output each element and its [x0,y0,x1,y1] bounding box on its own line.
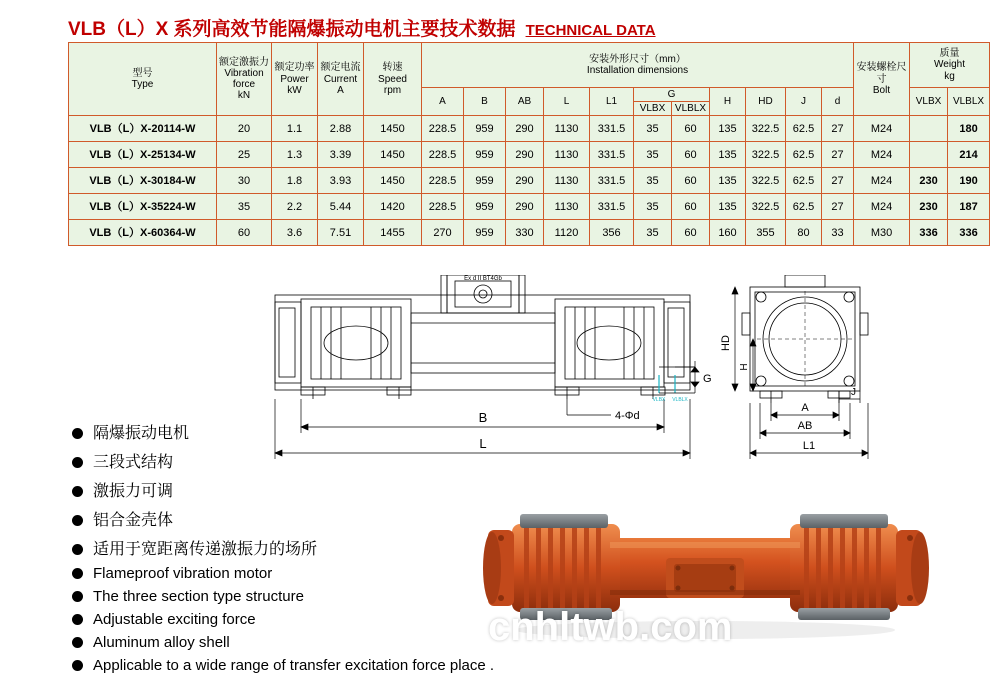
th-col-H: H [710,88,746,116]
th-speed-cn: 转速 [382,62,403,74]
cell-current: 5.44 [318,194,364,220]
th-col-L1: L1 [590,88,634,116]
cell-HD: 322.5 [746,142,786,168]
cell-weight-vlbx [910,142,948,168]
list-item-label: The three section type structure [93,588,304,605]
dim-B-label: B [478,410,488,425]
cell-AB: 290 [506,142,544,168]
th-current-unit: A [337,84,344,96]
list-item [72,611,512,628]
list-item [72,507,512,530]
cell-H: 135 [710,194,746,220]
cell-J: 62.5 [786,194,822,220]
cell-G-vlbx: 35 [634,168,672,194]
list-item-label: 隔爆振动电机 [93,425,190,442]
th-bolt-cn: 安装螺栓尺寸 [856,62,907,85]
dim-holes-label: 4-Φd [615,410,640,422]
cell-L: 1130 [544,142,590,168]
table-header-row-1 [69,43,990,88]
bullet-dot-icon [72,428,83,439]
dim-A-label: A [801,402,809,414]
cell-d: 27 [822,142,854,168]
page-title [68,14,656,41]
th-type-cn: 型号 [132,68,153,79]
cell-power: 1.3 [272,142,318,168]
th-bolt-en: Bolt [872,84,891,96]
list-item [72,449,512,472]
ex-mark-label: Ex d II BT4Gb [464,276,502,282]
th-install-cn: 安装外形尺寸（mm） [589,53,686,65]
bullet-dot-icon [72,515,83,526]
cell-force: 35 [217,194,272,220]
table-row [69,168,990,194]
th-current-cn: 额定电流 [320,62,361,74]
cell-model: VLB（L）X-25134-W [69,142,217,168]
cell-d: 33 [822,220,854,246]
bullet-dot-icon [72,544,83,555]
list-item [72,420,512,443]
cell-weight-vlbx [910,116,948,142]
th-weight-vlbx: VLBX [910,88,948,116]
cell-HD: 322.5 [746,168,786,194]
cell-L: 1130 [544,116,590,142]
list-item [72,657,512,674]
bullet-dot-icon [72,614,83,625]
dim-L1-label: L1 [802,440,816,452]
table-row [69,194,990,220]
th-weight-cn: 质量 [939,48,960,60]
cell-HD: 322.5 [746,194,786,220]
label-vlbx: VLBX [652,397,666,403]
cell-bolt: M24 [854,194,910,220]
cell-H: 135 [710,168,746,194]
list-item-label: Flameproof vibration motor [93,565,273,582]
cell-L: 1130 [544,194,590,220]
cell-weight-vlblx: 190 [948,168,990,194]
cell-H: 135 [710,142,746,168]
cell-power: 2.2 [272,194,318,220]
cell-weight-vlblx: 214 [948,142,990,168]
page-title-en: TECHNICAL DATA [525,22,656,39]
list-item-label: Aluminum alloy shell [93,634,230,651]
cell-speed: 1420 [364,194,422,220]
cell-G-vlblx: 60 [672,116,710,142]
cell-H: 160 [710,220,746,246]
cell-model: VLB（L）X-35224-W [69,194,217,220]
cell-A: 270 [422,220,464,246]
cell-HD: 355 [746,220,786,246]
cell-model: VLB（L）X-20114-W [69,116,217,142]
th-col-J: J [786,88,822,116]
feature-list [72,420,512,680]
dim-AB-label: AB [797,420,813,432]
spec-table-wrapper [68,42,985,246]
cell-G-vlblx: 60 [672,220,710,246]
dim-J-label: J [851,387,856,398]
cell-bolt: M24 [854,142,910,168]
list-item [72,588,512,605]
cell-J: 62.5 [786,168,822,194]
th-g-vlbx: VLBX [634,102,672,116]
th-current [318,43,364,116]
cell-weight-vlbx: 336 [910,220,948,246]
cell-d: 27 [822,168,854,194]
list-item [72,634,512,651]
dim-G-label: G [703,373,712,385]
cell-L: 1130 [544,168,590,194]
table-row [69,142,990,168]
cell-G-vlblx: 60 [672,194,710,220]
th-power-en: Power [280,73,309,85]
th-col-AB: AB [506,88,544,116]
cell-J: 62.5 [786,142,822,168]
cell-H: 135 [710,116,746,142]
bullet-dot-icon [72,486,83,497]
cell-B: 959 [464,142,506,168]
cell-L1: 331.5 [590,194,634,220]
cell-B: 959 [464,116,506,142]
cell-HD: 322.5 [746,116,786,142]
dim-L-label: L [479,436,487,451]
th-col-L: L [544,88,590,116]
cell-G-vlblx: 60 [672,142,710,168]
cell-speed: 1450 [364,116,422,142]
list-item [72,565,512,582]
th-col-G: G [634,88,710,102]
cell-d: 27 [822,194,854,220]
th-col-A: A [422,88,464,116]
cell-A: 228.5 [422,194,464,220]
th-type [69,43,217,116]
th-speed [364,43,422,116]
th-weight-unit: kg [944,70,955,82]
cell-model: VLB（L）X-30184-W [69,168,217,194]
watermark: cnhltwb.com [488,605,733,649]
cell-B: 959 [464,168,506,194]
cell-A: 228.5 [422,116,464,142]
cell-bolt: M30 [854,220,910,246]
th-bolt [854,43,910,116]
th-power [272,43,318,116]
th-speed-unit: rpm [383,84,402,96]
cell-weight-vlblx: 180 [948,116,990,142]
cell-force: 25 [217,142,272,168]
th-power-cn: 额定功率 [274,62,315,74]
th-install-dims [422,43,854,88]
th-col-B: B [464,88,506,116]
cell-L1: 331.5 [590,168,634,194]
cell-force: 60 [217,220,272,246]
list-item-label: 适用于宽距离传递激振力的场所 [93,541,318,558]
spec-table [68,42,990,246]
cell-J: 62.5 [786,116,822,142]
bullet-dot-icon [72,591,83,602]
th-weight [910,43,990,88]
cell-AB: 290 [506,116,544,142]
table-row [69,220,990,246]
cell-speed: 1450 [364,142,422,168]
cell-current: 3.93 [318,168,364,194]
cell-weight-vlblx: 336 [948,220,990,246]
cell-bolt: M24 [854,168,910,194]
th-col-HD: HD [746,88,786,116]
cell-weight-vlbx: 230 [910,194,948,220]
cell-force: 30 [217,168,272,194]
dim-H-label: H [739,363,750,371]
th-vf-cn: 额定激振力 [219,56,269,68]
cell-B: 959 [464,220,506,246]
cell-G-vlblx: 60 [672,168,710,194]
list-item-label: Applicable to a wide range of transfer excitation force place . [93,657,495,674]
bullet-dot-icon [72,660,83,671]
cell-L1: 356 [590,220,634,246]
th-power-unit: kW [287,84,302,96]
cell-L1: 331.5 [590,116,634,142]
cell-AB: 290 [506,168,544,194]
th-speed-en: Speed [378,73,407,85]
cell-L1: 331.5 [590,142,634,168]
th-col-d: d [822,88,854,116]
cell-weight-vlblx: 187 [948,194,990,220]
bullet-dot-icon [72,457,83,468]
cell-A: 228.5 [422,142,464,168]
cell-A: 228.5 [422,168,464,194]
table-row [69,116,990,142]
list-item-label: 铝合金壳体 [93,512,174,529]
cell-power: 1.8 [272,168,318,194]
cell-AB: 330 [506,220,544,246]
cell-G-vlbx: 35 [634,194,672,220]
cell-B: 959 [464,194,506,220]
list-item [72,536,512,559]
list-item-label: 激振力可调 [93,483,174,500]
cell-AB: 290 [506,194,544,220]
th-current-en: Current [323,73,358,85]
cell-current: 3.39 [318,142,364,168]
cell-force: 20 [217,116,272,142]
bullet-dot-icon [72,637,83,648]
cell-speed: 1455 [364,220,422,246]
list-item-label: 三段式结构 [93,454,174,471]
cell-current: 7.51 [318,220,364,246]
cell-G-vlbx: 35 [634,116,672,142]
cell-d: 27 [822,116,854,142]
cell-G-vlbx: 35 [634,142,672,168]
cell-current: 2.88 [318,116,364,142]
cell-J: 80 [786,220,822,246]
cell-weight-vlbx: 230 [910,168,948,194]
th-vibration-force [217,43,272,116]
label-vlblx: VLBLX [672,397,688,403]
list-item [72,478,512,501]
cell-power: 3.6 [272,220,318,246]
th-weight-en: Weight [934,59,965,71]
dim-HD-label: HD [720,335,732,351]
cell-bolt: M24 [854,116,910,142]
cell-power: 1.1 [272,116,318,142]
page-title-cn: VLB（L）X 系列高效节能隔爆振动电机主要技术数据 [68,19,516,40]
cell-G-vlbx: 35 [634,220,672,246]
bullet-dot-icon [72,568,83,579]
th-vf-en: Vibration force [224,68,264,91]
cell-L: 1120 [544,220,590,246]
th-type-en: Type [131,79,154,91]
cell-speed: 1450 [364,168,422,194]
th-install-en: Installation dimensions [586,65,689,76]
th-weight-vlblx: VLBLX [948,88,990,116]
th-g-vlblx: VLBLX [672,102,710,116]
list-item-label: Adjustable exciting force [93,611,256,628]
spec-table-body [69,116,990,246]
cell-model: VLB（L）X-60364-W [69,220,217,246]
th-vf-unit: kN [237,90,251,102]
